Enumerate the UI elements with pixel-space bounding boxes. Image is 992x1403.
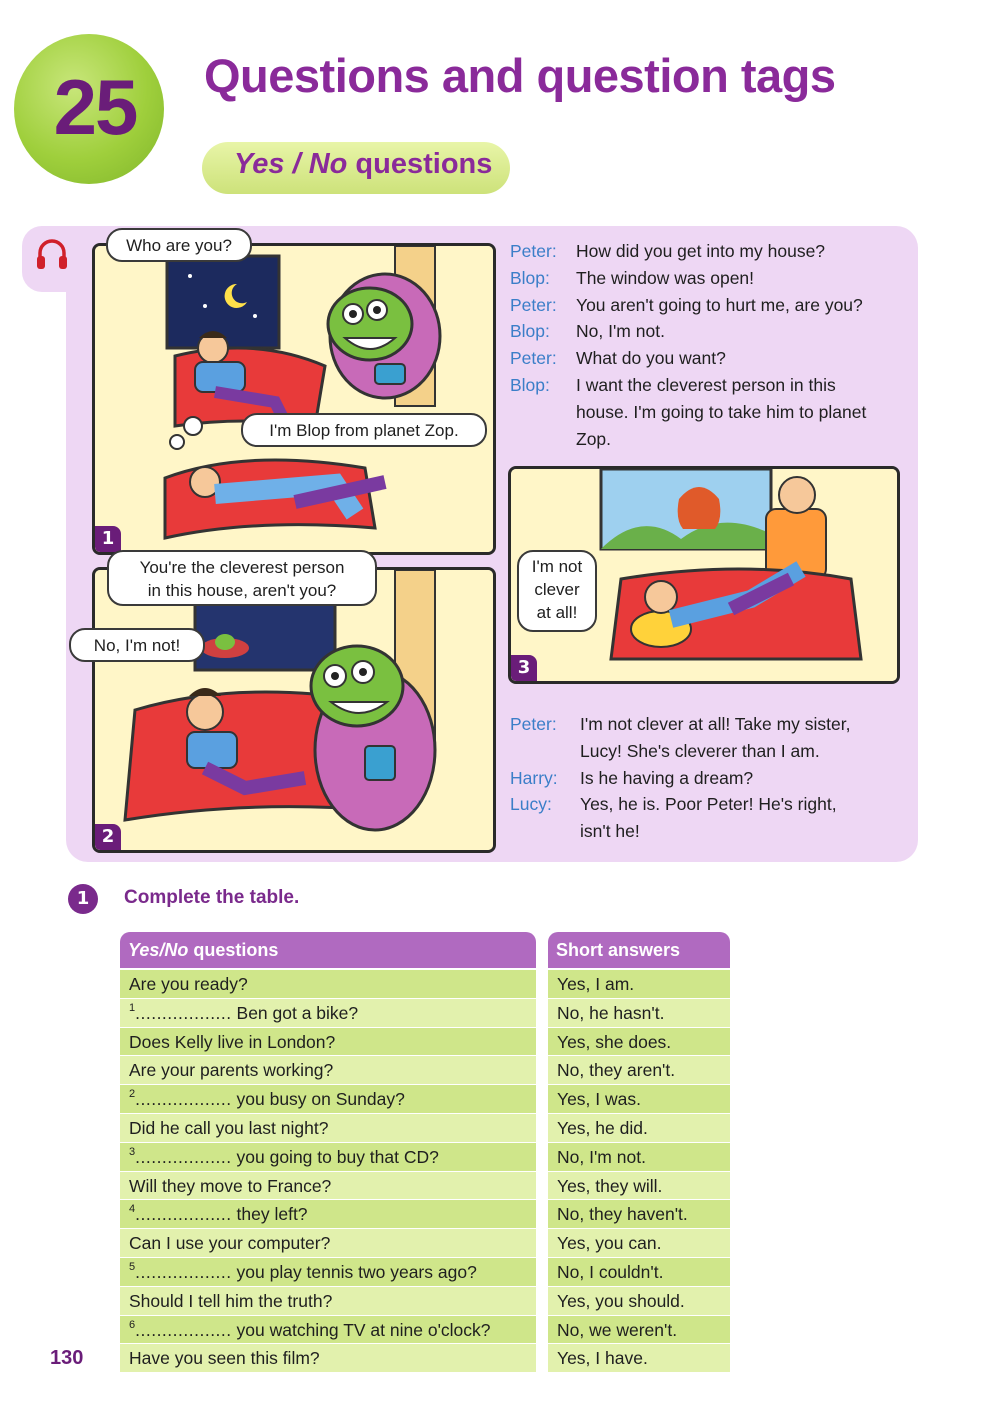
exercise-instruction: Complete the table.: [124, 887, 300, 908]
answer-blank[interactable]: ..................: [135, 1002, 232, 1023]
dialogue-line: Zop.: [576, 428, 612, 449]
short-answer-row: No, they haven't.: [548, 1200, 730, 1229]
speaker-label: Blop:: [510, 321, 550, 342]
speaker-label: Peter:: [510, 714, 557, 734]
dialogue-line: Is he having a dream?: [580, 767, 754, 788]
question-row: [120, 1172, 536, 1201]
short-answer-row: No, he hasn't.: [548, 999, 730, 1028]
short-answer-row: Yes, they will.: [548, 1172, 730, 1201]
short-answer-row: No, I couldn't.: [548, 1258, 730, 1287]
dialogue-bottom: [510, 711, 910, 851]
question-text: Will they move to France?: [129, 1175, 332, 1196]
question-text: Does Kelly live in London?: [129, 1031, 336, 1052]
answers-column-header: Short answers: [548, 932, 730, 968]
short-answer-row: Yes, I am.: [548, 970, 730, 999]
short-answer-row: No, they aren't.: [548, 1056, 730, 1085]
question-text: you busy on Sunday?: [231, 1089, 405, 1110]
dialogue-line: Lucy! She's cleverer than I am.: [580, 740, 820, 761]
bubble-cleverest-line-2: in this house, aren't you?: [147, 581, 337, 600]
section-title: [234, 148, 492, 181]
frame-number-1: 1: [95, 526, 121, 552]
question-row: [120, 999, 536, 1028]
answer-blank[interactable]: ..................: [135, 1319, 232, 1340]
frame-number-3: 3: [511, 655, 537, 681]
speech-bubble-who-are-you: Who are you?: [106, 228, 252, 262]
speaker-label: Blop:: [510, 375, 550, 395]
question-row: [120, 1316, 536, 1345]
question-row: [120, 1085, 536, 1114]
question-text: Have you seen this film?: [129, 1348, 320, 1369]
speaker-label: Peter:: [510, 294, 557, 315]
questions-column-header: [120, 932, 536, 968]
question-text: you play tennis two years ago?: [231, 1261, 477, 1282]
bubble-not-clever-line-2: clever: [534, 580, 580, 599]
question-number: 3: [129, 1145, 136, 1158]
question-row: [120, 1143, 536, 1172]
question-text: Are you ready?: [129, 974, 248, 994]
question-row: [120, 1028, 536, 1057]
question-text: Did he call you last night?: [129, 1117, 329, 1138]
section-title-rest: questions: [347, 148, 493, 180]
answers-column: [548, 970, 730, 1373]
page-number: 130: [50, 1347, 84, 1369]
answer-blank[interactable]: ..................: [135, 1204, 232, 1225]
dialogue-line: No, I'm not.: [576, 321, 665, 342]
questions-column: [120, 970, 536, 1373]
answer-blank[interactable]: ..................: [135, 1089, 232, 1110]
frame-1-illustration: [95, 246, 493, 552]
answer-blank[interactable]: ..................: [135, 1146, 232, 1167]
question-text: Are your parents working?: [129, 1060, 334, 1081]
speaker-label: Blop:: [510, 267, 550, 288]
headphones-icon[interactable]: [34, 236, 70, 272]
unit-title: Questions and question tags: [204, 49, 836, 102]
question-row: [120, 1229, 536, 1258]
short-answer-row: Yes, he did.: [548, 1114, 730, 1143]
question-row: [120, 970, 536, 999]
bubble-cleverest-line-1: You're the cleverest person: [139, 558, 345, 577]
dialogue-line: isn't he!: [580, 821, 640, 842]
short-answer-row: Yes, I have.: [548, 1344, 730, 1373]
speaker-label: Harry:: [510, 767, 558, 788]
bubble-not-clever-line-1: I'm not: [531, 557, 583, 576]
question-row: [120, 1287, 536, 1316]
frame-number-2: 2: [95, 824, 121, 850]
question-row: [120, 1200, 536, 1229]
question-text: they left?: [231, 1204, 308, 1225]
question-text: you going to buy that CD?: [231, 1146, 439, 1167]
short-answer-row: Yes, you should.: [548, 1287, 730, 1316]
section-title-italic: Yes / No: [234, 148, 348, 180]
short-answer-row: No, we weren't.: [548, 1316, 730, 1345]
exercise-number-badge: 1: [68, 884, 98, 914]
dialogue-top: [510, 238, 910, 458]
dialogue-line: What do you want?: [576, 348, 726, 369]
short-answer-row: No, I'm not.: [548, 1143, 730, 1172]
comic-frame-2: [92, 567, 496, 853]
speech-bubble-no-im-not: No, I'm not!: [69, 628, 205, 662]
dialogue-line: I want the cleverest person in this: [576, 375, 836, 395]
speech-bubble-cleverest: [107, 550, 377, 606]
question-row: [120, 1258, 536, 1287]
questions-header-rest: questions: [188, 940, 279, 960]
question-row: [120, 1344, 536, 1373]
question-text: Ben got a bike?: [231, 1002, 359, 1023]
answer-blank[interactable]: ..................: [135, 1261, 232, 1282]
speaker-label: Peter:: [510, 348, 557, 369]
question-number: 2: [129, 1088, 136, 1101]
bubble-not-clever-line-3: at all!: [536, 603, 578, 622]
question-text: you watching TV at nine o'clock?: [231, 1319, 491, 1340]
questions-header-italic: Yes/No: [128, 940, 189, 960]
question-number: 5: [129, 1260, 136, 1273]
dialogue-line: The window was open!: [576, 267, 755, 288]
short-answer-row: Yes, she does.: [548, 1028, 730, 1057]
unit-number: 25: [53, 63, 137, 151]
dialogue-line: How did you get into my house?: [576, 241, 826, 261]
speech-bubble-not-clever: [517, 550, 597, 632]
speaker-label: Peter:: [510, 241, 557, 261]
short-answer-row: Yes, I was.: [548, 1085, 730, 1114]
speech-bubble-blop-intro: I'm Blop from planet Zop.: [241, 413, 487, 447]
speaker-label: Lucy:: [510, 794, 552, 815]
frame-2-illustration: [95, 570, 493, 850]
dialogue-line: Yes, he is. Poor Peter! He's right,: [580, 794, 837, 815]
question-row: [120, 1056, 536, 1085]
dialogue-line: I'm not clever at all! Take my sister,: [580, 714, 851, 734]
question-text: Can I use your computer?: [129, 1233, 331, 1254]
short-answer-row: Yes, you can.: [548, 1229, 730, 1258]
dialogue-line: house. I'm going to take him to planet: [576, 401, 867, 422]
question-number: 1: [129, 1001, 136, 1014]
question-number: 4: [129, 1203, 136, 1216]
dialogue-line: You aren't going to hurt me, are you?: [576, 294, 863, 315]
question-number: 6: [129, 1318, 136, 1331]
comic-frame-1: [92, 243, 496, 555]
question-text: Should I tell him the truth?: [129, 1290, 333, 1311]
question-row: [120, 1114, 536, 1143]
